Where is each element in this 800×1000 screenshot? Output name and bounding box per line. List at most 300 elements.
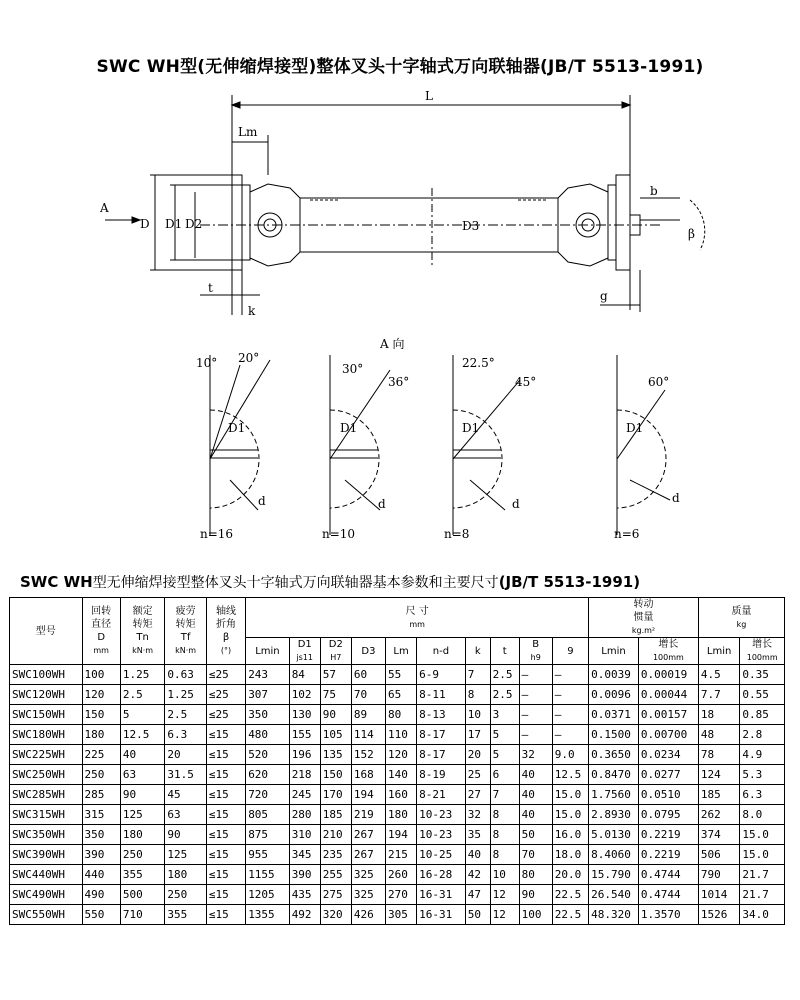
label-Lm: Lm xyxy=(238,125,258,139)
value-cell: 8 xyxy=(490,825,519,845)
value-cell: 390 xyxy=(289,865,320,885)
table-row xyxy=(10,885,785,905)
value-cell: 90 xyxy=(320,705,351,725)
value-cell: ≤15 xyxy=(206,845,245,865)
n-16: n=16 xyxy=(200,527,234,541)
value-cell: 10-23 xyxy=(417,805,466,825)
value-cell: 620 xyxy=(246,765,290,785)
angle-2a: 30° xyxy=(342,362,364,376)
value-cell: 0.00700 xyxy=(638,725,698,745)
value-cell: 50 xyxy=(519,825,552,845)
value-cell: 0.0795 xyxy=(638,805,698,825)
model-cell: SWC490WH xyxy=(10,885,83,905)
value-cell: 2.8930 xyxy=(589,805,639,825)
label-A: A xyxy=(100,201,109,215)
table-row xyxy=(10,785,785,805)
value-cell: 1526 xyxy=(698,905,739,925)
label-D1-small-4: D1 xyxy=(626,421,644,435)
value-cell: 26.540 xyxy=(589,885,639,905)
value-cell: – xyxy=(552,705,588,725)
model-cell: SWC100WH xyxy=(10,665,83,685)
header-M-inc: 增长 100mm xyxy=(740,638,785,665)
value-cell: 440 xyxy=(82,865,120,885)
value-cell: 185 xyxy=(698,785,739,805)
value-cell: ≤15 xyxy=(206,745,245,765)
table-row xyxy=(10,845,785,865)
value-cell: 75 xyxy=(320,685,351,705)
value-cell: – xyxy=(519,725,552,745)
value-cell: 125 xyxy=(120,805,165,825)
value-cell: ≤15 xyxy=(206,765,245,785)
header-k: k xyxy=(465,638,490,665)
value-cell: 5.3 xyxy=(740,765,785,785)
value-cell: 42 xyxy=(465,865,490,885)
model-cell: SWC350WH xyxy=(10,825,83,845)
value-cell: 5.0130 xyxy=(589,825,639,845)
value-cell: 57 xyxy=(320,665,351,685)
value-cell: 160 xyxy=(386,785,417,805)
header-J-inc: 增长 100mm xyxy=(638,638,698,665)
value-cell: 90 xyxy=(519,885,552,905)
value-cell: 260 xyxy=(386,865,417,885)
value-cell: 267 xyxy=(351,845,385,865)
value-cell: – xyxy=(552,685,588,705)
value-cell: 65 xyxy=(386,685,417,705)
table-row xyxy=(10,865,785,885)
value-cell: 320 xyxy=(320,905,351,925)
n-8: n=8 xyxy=(444,527,470,541)
angle-1a: 10° xyxy=(196,356,218,370)
value-cell: 60 xyxy=(351,665,385,685)
value-cell: 0.4744 xyxy=(638,885,698,905)
value-cell: 0.0234 xyxy=(638,745,698,765)
value-cell: 355 xyxy=(120,865,165,885)
value-cell: 90 xyxy=(120,785,165,805)
label-d-3: d xyxy=(512,497,520,511)
table-row xyxy=(10,825,785,845)
value-cell: 350 xyxy=(82,825,120,845)
value-cell: 8-13 xyxy=(417,705,466,725)
value-cell: 180 xyxy=(386,805,417,825)
value-cell: 120 xyxy=(386,745,417,765)
value-cell: 250 xyxy=(82,765,120,785)
value-cell: 15.0 xyxy=(740,845,785,865)
value-cell: 0.55 xyxy=(740,685,785,705)
value-cell: 435 xyxy=(289,885,320,905)
model-cell: SWC440WH xyxy=(10,865,83,885)
value-cell: 8-11 xyxy=(417,685,466,705)
label-D1: D1 xyxy=(165,217,183,231)
value-cell: 0.2219 xyxy=(638,825,698,845)
value-cell: 16-28 xyxy=(417,865,466,885)
value-cell: 8-17 xyxy=(417,745,466,765)
value-cell: 2.5 xyxy=(490,685,519,705)
header-Tn: 额定 转矩 Tn kN·m xyxy=(120,598,165,665)
table-row xyxy=(10,685,785,705)
header-D: 回转 直径 D mm xyxy=(82,598,120,665)
value-cell: 426 xyxy=(351,905,385,925)
model-cell: SWC285WH xyxy=(10,785,83,805)
value-cell: ≤25 xyxy=(206,705,245,725)
value-cell: 720 xyxy=(246,785,290,805)
angle-3a: 22.5° xyxy=(462,356,495,370)
value-cell: 152 xyxy=(351,745,385,765)
value-cell: 130 xyxy=(289,705,320,725)
table-row xyxy=(10,725,785,745)
value-cell: 0.2219 xyxy=(638,845,698,865)
value-cell: 25 xyxy=(465,765,490,785)
value-cell: 180 xyxy=(82,725,120,745)
value-cell: 168 xyxy=(351,765,385,785)
value-cell: 2.8 xyxy=(740,725,785,745)
value-cell: 125 xyxy=(165,845,206,865)
value-cell: 3 xyxy=(490,705,519,725)
value-cell: 0.8470 xyxy=(589,765,639,785)
model-cell: SWC390WH xyxy=(10,845,83,865)
value-cell: 78 xyxy=(698,745,739,765)
value-cell: 47 xyxy=(465,885,490,905)
value-cell: ≤25 xyxy=(206,665,245,685)
header-D3: D3 xyxy=(351,638,385,665)
value-cell: 0.00044 xyxy=(638,685,698,705)
value-cell: 2.5 xyxy=(165,705,206,725)
value-cell: – xyxy=(519,685,552,705)
value-cell: 1205 xyxy=(246,885,290,905)
value-cell: 15.790 xyxy=(589,865,639,885)
value-cell: – xyxy=(552,725,588,745)
header-Lm: Lm xyxy=(386,638,417,665)
header-B: B h9 xyxy=(519,638,552,665)
model-cell: SWC315WH xyxy=(10,805,83,825)
header-inertia: 转动 惯量 kg.m² xyxy=(589,598,699,638)
value-cell: 210 xyxy=(320,825,351,845)
value-cell: 1355 xyxy=(246,905,290,925)
value-cell: 135 xyxy=(320,745,351,765)
value-cell: 180 xyxy=(165,865,206,885)
value-cell: 325 xyxy=(351,885,385,905)
table-row xyxy=(10,665,785,685)
value-cell: 0.1500 xyxy=(589,725,639,745)
value-cell: 550 xyxy=(82,905,120,925)
angle-3b: 45° xyxy=(515,375,537,389)
value-cell: 955 xyxy=(246,845,290,865)
value-cell: 17 xyxy=(465,725,490,745)
value-cell: 8 xyxy=(490,845,519,865)
value-cell: 124 xyxy=(698,765,739,785)
value-cell: ≤15 xyxy=(206,785,245,805)
value-cell: 110 xyxy=(386,725,417,745)
value-cell: 480 xyxy=(246,725,290,745)
header-M-min: Lmin xyxy=(698,638,739,665)
value-cell: 12 xyxy=(490,885,519,905)
label-t: t xyxy=(208,281,213,295)
label-D1-small-3: D1 xyxy=(462,421,480,435)
value-cell: 45 xyxy=(165,785,206,805)
value-cell: 185 xyxy=(320,805,351,825)
value-cell: 8.4060 xyxy=(589,845,639,865)
value-cell: 21.7 xyxy=(740,885,785,905)
value-cell: 1.25 xyxy=(165,685,206,705)
value-cell: 0.3650 xyxy=(589,745,639,765)
value-cell: 140 xyxy=(386,765,417,785)
header-Tf: 疲劳 转矩 Tf kN·m xyxy=(165,598,206,665)
value-cell: 1.25 xyxy=(120,665,165,685)
value-cell: 310 xyxy=(289,825,320,845)
value-cell: 27 xyxy=(465,785,490,805)
value-cell: 8-17 xyxy=(417,725,466,745)
value-cell: 20.0 xyxy=(552,865,588,885)
value-cell: 10 xyxy=(465,705,490,725)
value-cell: 120 xyxy=(82,685,120,705)
value-cell: 22.5 xyxy=(552,885,588,905)
value-cell: 6.3 xyxy=(740,785,785,805)
header-g: 9 xyxy=(552,638,588,665)
label-D3: D3 xyxy=(462,219,480,233)
value-cell: 12 xyxy=(490,905,519,925)
value-cell: 8-21 xyxy=(417,785,466,805)
value-cell: 0.0039 xyxy=(589,665,639,685)
value-cell: 8 xyxy=(490,805,519,825)
value-cell: 225 xyxy=(82,745,120,765)
model-cell: SWC180WH xyxy=(10,725,83,745)
value-cell: 250 xyxy=(165,885,206,905)
label-g: g xyxy=(600,289,608,303)
value-cell: 4.5 xyxy=(698,665,739,685)
value-cell: 10 xyxy=(490,865,519,885)
value-cell: 18 xyxy=(698,705,739,725)
value-cell: 6 xyxy=(490,765,519,785)
value-cell: 40 xyxy=(519,805,552,825)
value-cell: ≤15 xyxy=(206,725,245,745)
value-cell: 32 xyxy=(519,745,552,765)
value-cell: 100 xyxy=(82,665,120,685)
table-row xyxy=(10,745,785,765)
header-t: t xyxy=(490,638,519,665)
label-D1-small-1: D1 xyxy=(228,421,246,435)
value-cell: 0.0510 xyxy=(638,785,698,805)
label-a-view: A 向 xyxy=(380,337,405,351)
value-cell: 305 xyxy=(386,905,417,925)
table-row xyxy=(10,765,785,785)
value-cell: 90 xyxy=(165,825,206,845)
value-cell: 0.85 xyxy=(740,705,785,725)
label-k: k xyxy=(248,304,256,318)
value-cell: 105 xyxy=(320,725,351,745)
label-beta: β xyxy=(688,227,695,241)
value-cell: 12.5 xyxy=(552,765,588,785)
technical-drawing xyxy=(0,80,800,550)
header-nd: n-d xyxy=(417,638,466,665)
model-cell: SWC550WH xyxy=(10,905,83,925)
value-cell: 12.5 xyxy=(120,725,165,745)
value-cell: 307 xyxy=(246,685,290,705)
value-cell: 7 xyxy=(490,785,519,805)
value-cell: 1155 xyxy=(246,865,290,885)
value-cell: 1.7560 xyxy=(589,785,639,805)
value-cell: 250 xyxy=(120,845,165,865)
value-cell: 22.5 xyxy=(552,905,588,925)
value-cell: 18.0 xyxy=(552,845,588,865)
value-cell: 70 xyxy=(519,845,552,865)
n-6: n=6 xyxy=(614,527,640,541)
value-cell: 80 xyxy=(519,865,552,885)
value-cell: 6-9 xyxy=(417,665,466,685)
table-row xyxy=(10,905,785,925)
value-cell: 218 xyxy=(289,765,320,785)
model-cell: SWC225WH xyxy=(10,745,83,765)
value-cell: 0.0371 xyxy=(589,705,639,725)
value-cell: ≤15 xyxy=(206,885,245,905)
label-d-1: d xyxy=(258,494,266,508)
value-cell: 235 xyxy=(320,845,351,865)
value-cell: – xyxy=(519,705,552,725)
value-cell: 10-23 xyxy=(417,825,466,845)
label-D: D xyxy=(140,217,150,231)
value-cell: 40 xyxy=(519,785,552,805)
angle-4a: 60° xyxy=(648,375,670,389)
value-cell: 255 xyxy=(320,865,351,885)
value-cell: 20 xyxy=(165,745,206,765)
value-cell: 215 xyxy=(386,845,417,865)
value-cell: 15.0 xyxy=(740,825,785,845)
header-model: 型号 xyxy=(10,598,83,665)
model-cell: SWC250WH xyxy=(10,765,83,785)
value-cell: 15.0 xyxy=(552,785,588,805)
value-cell: 100 xyxy=(519,905,552,925)
header-mass: 质量 kg xyxy=(698,598,784,638)
value-cell: 492 xyxy=(289,905,320,925)
value-cell: ≤15 xyxy=(206,905,245,925)
value-cell: 70 xyxy=(351,685,385,705)
value-cell: 506 xyxy=(698,845,739,865)
value-cell: 63 xyxy=(165,805,206,825)
header-D1: D1 js11 xyxy=(289,638,320,665)
value-cell: 16-31 xyxy=(417,905,466,925)
value-cell: 4.9 xyxy=(740,745,785,765)
value-cell: 5 xyxy=(120,705,165,725)
value-cell: 194 xyxy=(351,785,385,805)
value-cell: ≤15 xyxy=(206,865,245,885)
value-cell: 89 xyxy=(351,705,385,725)
label-L: L xyxy=(425,89,433,103)
page-title: SWC WH型(无伸缩焊接型)整体叉头十字轴式万向联轴器(JB/T 5513-1991) xyxy=(96,57,704,77)
value-cell: 1014 xyxy=(698,885,739,905)
label-D2: D2 xyxy=(185,217,203,231)
value-cell: 805 xyxy=(246,805,290,825)
value-cell: 500 xyxy=(120,885,165,905)
value-cell: – xyxy=(552,665,588,685)
value-cell: 0.0277 xyxy=(638,765,698,785)
value-cell: 150 xyxy=(320,765,351,785)
label-b: b xyxy=(650,184,658,198)
value-cell: 520 xyxy=(246,745,290,765)
header-dimensions: 尺 寸 mm xyxy=(246,598,589,638)
value-cell: 5 xyxy=(490,725,519,745)
value-cell: 7.7 xyxy=(698,685,739,705)
value-cell: 280 xyxy=(289,805,320,825)
header-beta: 轴线 折角 β (°) xyxy=(206,598,245,665)
value-cell: 84 xyxy=(289,665,320,685)
table-body xyxy=(10,665,785,925)
value-cell: 390 xyxy=(82,845,120,865)
value-cell: 55 xyxy=(386,665,417,685)
value-cell: 0.63 xyxy=(165,665,206,685)
value-cell: 5 xyxy=(490,745,519,765)
value-cell: 15.0 xyxy=(552,805,588,825)
value-cell: ≤15 xyxy=(206,805,245,825)
n-10: n=10 xyxy=(322,527,356,541)
value-cell: 32 xyxy=(465,805,490,825)
value-cell: 7 xyxy=(465,665,490,685)
value-cell: 0.00157 xyxy=(638,705,698,725)
value-cell: 40 xyxy=(120,745,165,765)
value-cell: 50 xyxy=(465,905,490,925)
value-cell: 16-31 xyxy=(417,885,466,905)
value-cell: 21.7 xyxy=(740,865,785,885)
value-cell: 285 xyxy=(82,785,120,805)
value-cell: 355 xyxy=(165,905,206,925)
value-cell: 1.3570 xyxy=(638,905,698,925)
value-cell: 0.00019 xyxy=(638,665,698,685)
value-cell: 325 xyxy=(351,865,385,885)
value-cell: 245 xyxy=(289,785,320,805)
value-cell: 102 xyxy=(289,685,320,705)
value-cell: 16.0 xyxy=(552,825,588,845)
value-cell: 243 xyxy=(246,665,290,685)
value-cell: 2.5 xyxy=(120,685,165,705)
value-cell: 155 xyxy=(289,725,320,745)
value-cell: 0.0096 xyxy=(589,685,639,705)
value-cell: ≤25 xyxy=(206,685,245,705)
value-cell: – xyxy=(519,665,552,685)
value-cell: 6.3 xyxy=(165,725,206,745)
value-cell: 875 xyxy=(246,825,290,845)
value-cell: 34.0 xyxy=(740,905,785,925)
model-cell: SWC150WH xyxy=(10,705,83,725)
value-cell: 63 xyxy=(120,765,165,785)
value-cell: 150 xyxy=(82,705,120,725)
value-cell: 80 xyxy=(386,705,417,725)
value-cell: 40 xyxy=(465,845,490,865)
label-d-2: d xyxy=(378,497,386,511)
value-cell: 48.320 xyxy=(589,905,639,925)
value-cell: 194 xyxy=(386,825,417,845)
value-cell: 270 xyxy=(386,885,417,905)
table-row xyxy=(10,805,785,825)
value-cell: ≤15 xyxy=(206,825,245,845)
value-cell: 180 xyxy=(120,825,165,845)
value-cell: 114 xyxy=(351,725,385,745)
value-cell: 8.0 xyxy=(740,805,785,825)
label-D1-small-2: D1 xyxy=(340,421,358,435)
value-cell: 2.5 xyxy=(490,665,519,685)
header-J-min: Lmin xyxy=(589,638,639,665)
label-d-4: d xyxy=(672,491,680,505)
value-cell: 31.5 xyxy=(165,765,206,785)
value-cell: 170 xyxy=(320,785,351,805)
value-cell: 790 xyxy=(698,865,739,885)
parameter-table xyxy=(9,597,785,925)
angle-1b: 20° xyxy=(238,351,260,365)
value-cell: 8-19 xyxy=(417,765,466,785)
value-cell: 0.35 xyxy=(740,665,785,685)
model-cell: SWC120WH xyxy=(10,685,83,705)
value-cell: 10-25 xyxy=(417,845,466,865)
value-cell: 20 xyxy=(465,745,490,765)
header-Lmin: Lmin xyxy=(246,638,290,665)
value-cell: 267 xyxy=(351,825,385,845)
value-cell: 345 xyxy=(289,845,320,865)
